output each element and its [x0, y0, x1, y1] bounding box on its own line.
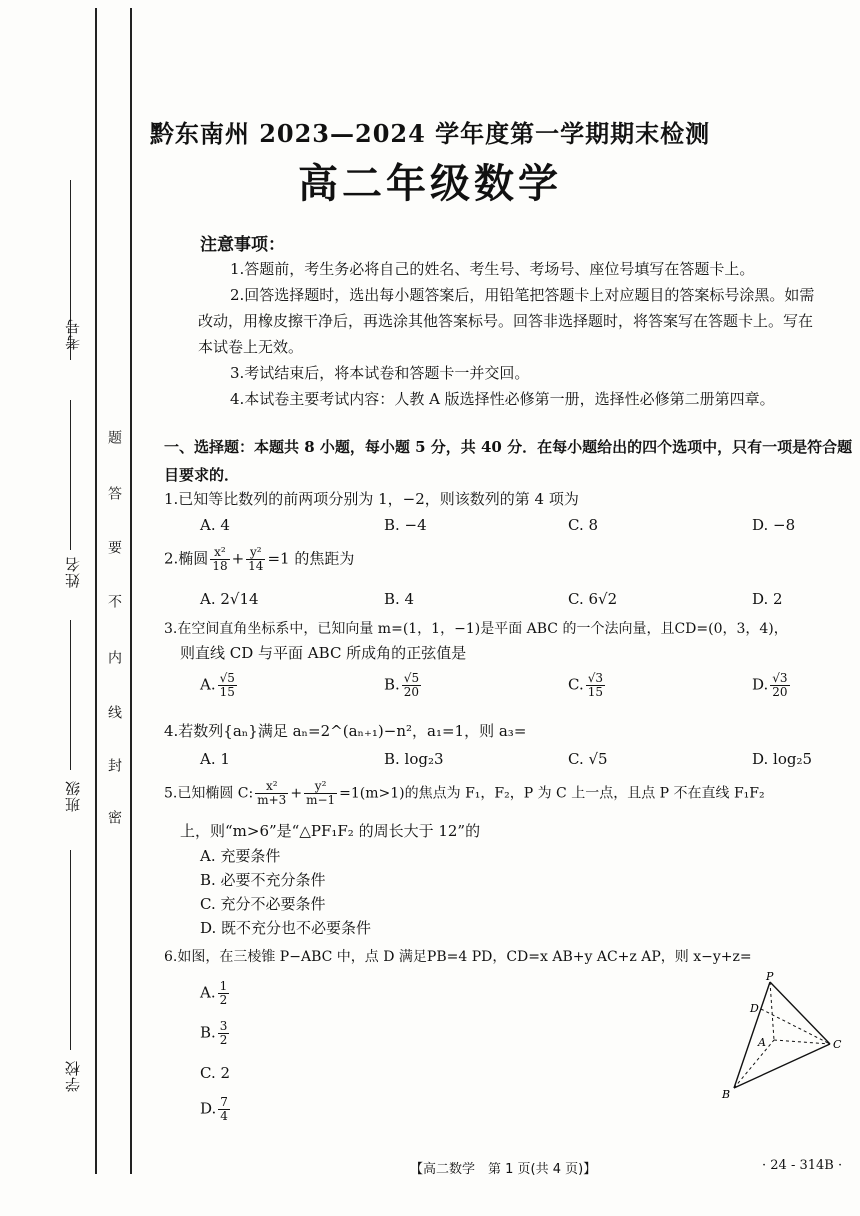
edge-pb [734, 982, 770, 1088]
seal-char: 封 [106, 758, 122, 772]
option-label: A. [200, 675, 216, 694]
option-fraction [402, 672, 421, 699]
segment-dc [761, 1009, 830, 1044]
question-6-option-b [200, 1020, 231, 1047]
question-4-option-a: A. 1 [200, 750, 230, 768]
y-numerator: y² [246, 546, 265, 560]
question-3-option-d [752, 672, 792, 699]
question-6-option-d [200, 1096, 232, 1123]
question-1-stem: 1.已知等比数列的前两项分别为 1，−2，则该数列的第 4 项为 [164, 490, 579, 508]
seal-char: 要 [106, 540, 122, 554]
option-label: B. [200, 1023, 216, 1042]
question-2-stem [164, 546, 354, 573]
kaohao-label: 考号 [64, 318, 82, 350]
y-denominator: 14 [248, 559, 264, 573]
denominator: 15 [587, 685, 603, 699]
question-4-option-b: B. log₂3 [384, 750, 444, 768]
seal-char: 答 [106, 486, 122, 500]
banji-label: 班级 [64, 780, 82, 812]
question-6-option-c [200, 1064, 230, 1082]
plus-sign: + [290, 785, 303, 802]
x-numerator: x² [255, 780, 288, 794]
question-5-option-b: B. 必要不充分条件 [200, 871, 326, 889]
vertex-label-d: D [750, 1002, 759, 1015]
xuexiao-blank-line [70, 850, 71, 1050]
x-denominator: 18 [212, 559, 228, 573]
question-1-option-a: A. 4 [200, 516, 230, 534]
question-1-option-c: C. 8 [568, 516, 599, 534]
banji-blank-line [70, 620, 71, 770]
vertex-label-c: C [833, 1038, 842, 1051]
question-2-stem-a: 2.椭圆 [164, 549, 209, 568]
question-5-stem [164, 780, 765, 807]
vertex-label-b: B [722, 1088, 731, 1101]
question-6-stem: 6.如图，在三棱锥 P−ABC 中，点 D 满足PB=4 PD，CD=x AB+y AC+z AP，则 x−y+z= [164, 949, 752, 965]
question-5-option-d: D. 既不充分也不必要条件 [200, 919, 372, 937]
numerator: √3 [772, 671, 788, 685]
option-fraction [770, 672, 789, 699]
denominator: 15 [219, 685, 235, 699]
question-2-option-d: D. 2 [752, 590, 783, 608]
question-3-option-b [384, 672, 423, 699]
question-4-stem: 4.若数列{aₙ}满足 aₙ=2^(aₙ₊₁)−n²，a₁=1，则 a₃= [164, 722, 527, 740]
vertex-label-p: P [766, 972, 774, 983]
seal-char: 内 [106, 650, 122, 664]
seal-char: 线 [106, 705, 122, 719]
question-5-options [200, 844, 371, 940]
vertex-label-a: A [758, 1036, 766, 1049]
option-fraction [586, 672, 605, 699]
y-numerator: y² [304, 780, 337, 794]
notice-heading: 注意事项： [200, 235, 285, 255]
x-fraction [255, 780, 288, 807]
notice-item-1: 1.答题前，考生务必将自己的姓名、考生号、考场号、座位号填写在答题卡上。 [230, 260, 755, 278]
numerator: √5 [403, 671, 420, 685]
edge-bc [734, 1044, 830, 1088]
denominator: 20 [772, 685, 788, 699]
edge-ac [774, 1040, 830, 1044]
numerator: 1 [219, 979, 228, 993]
tetrahedron-diagram [718, 972, 848, 1102]
option-label: C. [568, 675, 584, 694]
plus-sign: + [231, 549, 245, 568]
question-5-stem-b: =1(m>1)的焦点为 F₁，F₂，P 为 C 上一点，且点 P 不在直线 F₁F₂ [339, 785, 765, 802]
numerator: √3 [587, 671, 603, 685]
question-3-stem-line-1: 3.在空间直角坐标系中，已知向量 m=(1，1，−1)是平面 ABC 的一个法向量，且CD=(0，3，4)， [164, 621, 788, 637]
question-3-stem-line-2: 则直线 CD 与平面 ABC 所成角的正弦值是 [180, 644, 467, 662]
x-denominator: m+3 [257, 793, 287, 807]
question-5-stem-line-2: 上，则“m>6”是“△PF₁F₂ 的周长大于 12”的 [180, 822, 481, 840]
option-fraction [218, 672, 237, 699]
denominator: 2 [219, 993, 228, 1007]
question-2-option-c: C. 6√2 [568, 590, 618, 608]
option-label: B. [384, 675, 400, 694]
y-fraction [246, 546, 265, 573]
question-1-option-d: D. −8 [752, 516, 796, 534]
xingming-blank-line [70, 400, 71, 550]
edge-ab [734, 1040, 774, 1088]
option-label: A. [200, 983, 216, 1002]
question-6-option-a [200, 980, 231, 1007]
option-label: D. [752, 675, 769, 694]
numerator: 3 [219, 1019, 228, 1033]
seal-char: 密 [106, 810, 122, 824]
edge-pa [770, 982, 774, 1040]
question-2-option-a: A. 2√14 [200, 590, 259, 608]
numerator: √5 [219, 671, 235, 685]
denominator: 20 [403, 685, 420, 699]
option-value: 2 [220, 1064, 231, 1082]
x-numerator: x² [210, 546, 229, 560]
question-2-option-b: B. 4 [384, 590, 415, 608]
question-4-option-c: C. √5 [568, 750, 608, 768]
section-1-heading: 一、选择题：本题共 8 小题，每小题 5 分，共 40 分．在每小题给出的四个选项中，只有一项是符合题目要求的． [164, 438, 853, 484]
question-5-option-c: C. 充分不必要条件 [200, 895, 326, 913]
exam-title: 黔东南州 2023—2024 学年度第一学期期末检测 [149, 119, 711, 148]
option-label: D. [200, 1099, 217, 1118]
question-1-option-b: B. −4 [384, 516, 427, 534]
question-3-option-a [200, 672, 239, 699]
notice-item-4: 4.本试卷主要考试内容：人教 A 版选择性必修第一册，选择性必修第二册第四章。 [230, 390, 775, 408]
numerator: 7 [220, 1095, 228, 1109]
option-fraction [218, 1096, 230, 1123]
edge-pc [770, 982, 830, 1044]
notice-item-2: 2.回答选择题时，选出每小题答案后，用铅笔把答题卡上对应题目的答案标号涂黑。如需改动，用橡皮擦干净后，再选涂其他答案标号。回答非选择题时，将答案写在答题卡上。写在本试卷上无效。 [198, 286, 815, 356]
option-fraction [218, 1020, 230, 1047]
question-4-option-d: D. log₂5 [752, 750, 813, 768]
exam-subject: 高二年级数学 [298, 161, 562, 207]
question-5-option-a: A. 充要条件 [200, 847, 281, 865]
x-fraction [210, 546, 229, 573]
denominator: 2 [219, 1033, 228, 1047]
seal-char: 不 [106, 594, 122, 608]
option-fraction [218, 980, 230, 1007]
paper-code: · 24 - 314B · [762, 1158, 843, 1173]
xingming-label: 姓名 [64, 556, 82, 588]
question-3-option-c [568, 672, 607, 699]
page-footer: 【高二数学 第 1 页(共 4 页)】 [410, 1162, 597, 1177]
option-label: C. [200, 1064, 216, 1082]
y-denominator: m−1 [306, 793, 336, 807]
notice-item-3: 3.考试结束后，将本试卷和答题卡一并交回。 [230, 364, 530, 382]
denominator: 4 [220, 1109, 228, 1123]
xuexiao-label: 学校 [64, 1060, 82, 1092]
question-5-stem-a: 5.已知椭圆 C: [164, 785, 254, 802]
question-2-stem-b: =1 的焦距为 [267, 549, 355, 568]
seal-char: 题 [106, 430, 122, 444]
y-fraction [304, 780, 337, 807]
